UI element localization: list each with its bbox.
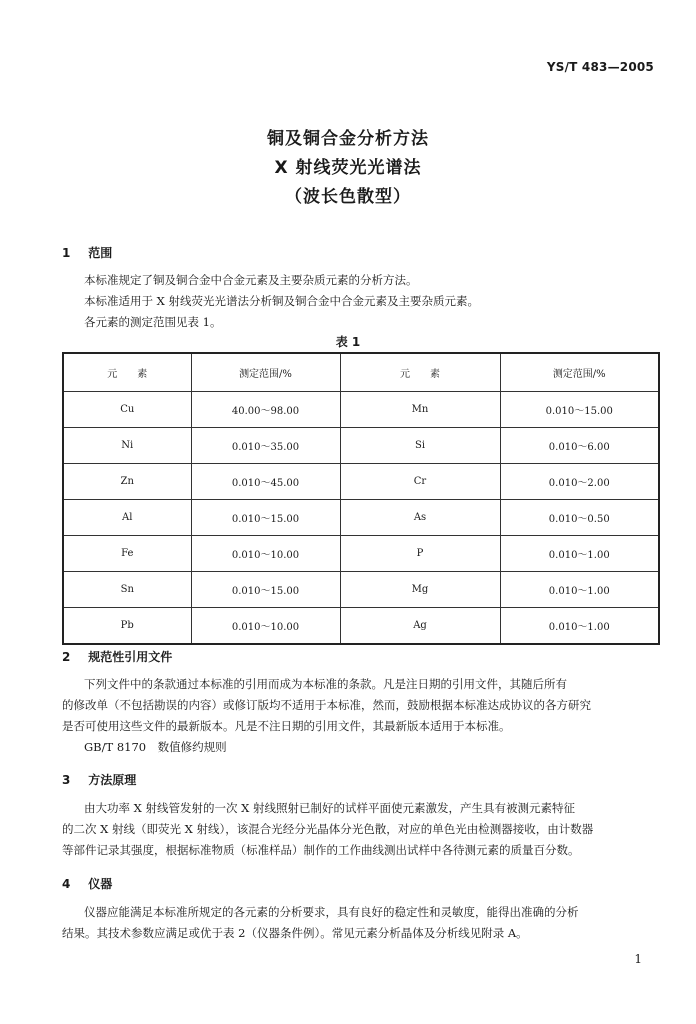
measurement-range-table bbox=[62, 352, 660, 645]
table-cell: 0.010～45.00 bbox=[191, 464, 340, 500]
section-3-heading bbox=[62, 771, 136, 788]
section-2-line: 的修改单（不包括勘误的内容）或修订版均不适用于本标准，然而，鼓励根据本标准达成协议的各方研究 bbox=[62, 698, 591, 712]
title-line-2: X 射线荧光光谱法 bbox=[274, 158, 422, 178]
section-3-line: 由大功率 X 射线管发射的一次 X 射线照射已制好的试样平面使元素激发，产生具有被测元素特征 bbox=[84, 801, 575, 815]
table-row bbox=[63, 536, 659, 572]
section-3-number: 3 bbox=[62, 773, 71, 787]
section-2-number: 2 bbox=[62, 650, 71, 664]
table-cell: 0.010～15.00 bbox=[191, 500, 340, 536]
section-4-line: 仪器应能满足本标准所规定的各元素的分析要求，具有良好的稳定性和灵敏度，能得出准确的分析 bbox=[84, 905, 579, 919]
section-4-line: 结果。其技术参数应满足或优于表 2（仪器条件例）。常见元素分析晶体及分析线见附录 A。 bbox=[62, 926, 528, 940]
page-number: 1 bbox=[634, 952, 642, 966]
header-range: 测定范围/% bbox=[191, 353, 340, 392]
table-cell: Pb bbox=[63, 608, 191, 645]
table-cell: As bbox=[340, 500, 500, 536]
table-row bbox=[63, 392, 659, 428]
table-cell: Fe bbox=[63, 536, 191, 572]
section-4-number: 4 bbox=[62, 877, 71, 891]
section-2-title: 规范性引用文件 bbox=[88, 650, 173, 664]
table-row bbox=[63, 608, 659, 645]
section-3-line: 的二次 X 射线（即荧光 X 射线），该混合光经分光晶体分光色散，对应的单色光由检测器接收，由计数器 bbox=[62, 822, 594, 836]
header-element: 元 素 bbox=[63, 353, 191, 392]
table-cell: Ag bbox=[340, 608, 500, 645]
table-cell: 0.010～1.00 bbox=[500, 536, 659, 572]
standard-code: YS/T 483—2005 bbox=[546, 60, 654, 74]
section-1-heading bbox=[62, 244, 112, 261]
table-cell: Cu bbox=[63, 392, 191, 428]
table-cell: 0.010～2.00 bbox=[500, 464, 659, 500]
normative-reference: GB/T 8170 数值修约规则 bbox=[84, 740, 227, 754]
table-cell: Si bbox=[340, 428, 500, 464]
section-2-line: 下列文件中的条款通过本标准的引用而成为本标准的条款。凡是注日期的引用文件，其随后所有 bbox=[84, 677, 567, 691]
title-line-3: （波长色散型） bbox=[285, 187, 411, 207]
section-2-line: 是否可使用这些文件的最新版本。凡是不注日期的引用文件，其最新版本适用于本标准。 bbox=[62, 719, 511, 733]
header-element: 元 素 bbox=[340, 353, 500, 392]
table-row bbox=[63, 572, 659, 608]
section-1-paragraph: 各元素的测定范围见表 1。 bbox=[84, 315, 222, 329]
section-3-title: 方法原理 bbox=[88, 773, 137, 787]
section-1-title: 范围 bbox=[88, 246, 113, 260]
section-3-line: 等部件记录其强度，根据标准物质（标准样品）制作的工作曲线测出试样中各待测元素的质量百分数。 bbox=[62, 843, 580, 857]
table-cell: Mn bbox=[340, 392, 500, 428]
table-cell: P bbox=[340, 536, 500, 572]
table-cell: Sn bbox=[63, 572, 191, 608]
table-cell: 0.010～1.00 bbox=[500, 608, 659, 645]
table-row bbox=[63, 428, 659, 464]
header-range: 测定范围/% bbox=[500, 353, 659, 392]
table-cell: Ni bbox=[63, 428, 191, 464]
table-header-row bbox=[63, 353, 659, 392]
section-1-number: 1 bbox=[62, 246, 71, 260]
table-row bbox=[63, 500, 659, 536]
table-cell: 0.010～15.00 bbox=[500, 392, 659, 428]
table-cell: 0.010～0.50 bbox=[500, 500, 659, 536]
table-cell: Cr bbox=[340, 464, 500, 500]
table-cell: 40.00～98.00 bbox=[191, 392, 340, 428]
table-cell: Al bbox=[63, 500, 191, 536]
table-caption: 表 1 bbox=[335, 335, 361, 349]
table-cell: Zn bbox=[63, 464, 191, 500]
section-4-heading bbox=[62, 875, 112, 892]
section-1-paragraph: 本标准适用于 X 射线荧光光谱法分析铜及铜合金中合金元素及主要杂质元素。 bbox=[84, 294, 479, 308]
table-cell: 0.010～15.00 bbox=[191, 572, 340, 608]
table-cell: Mg bbox=[340, 572, 500, 608]
table-cell: 0.010～1.00 bbox=[500, 572, 659, 608]
table-cell: 0.010～10.00 bbox=[191, 536, 340, 572]
section-1-paragraph: 本标准规定了铜及铜合金中合金元素及主要杂质元素的分析方法。 bbox=[84, 273, 418, 287]
section-2-heading bbox=[62, 648, 172, 665]
table-cell: 0.010～10.00 bbox=[191, 608, 340, 645]
title-line-1: 铜及铜合金分析方法 bbox=[267, 129, 429, 149]
section-4-title: 仪器 bbox=[88, 877, 113, 891]
table-cell: 0.010～35.00 bbox=[191, 428, 340, 464]
table-cell: 0.010～6.00 bbox=[500, 428, 659, 464]
table-row bbox=[63, 464, 659, 500]
